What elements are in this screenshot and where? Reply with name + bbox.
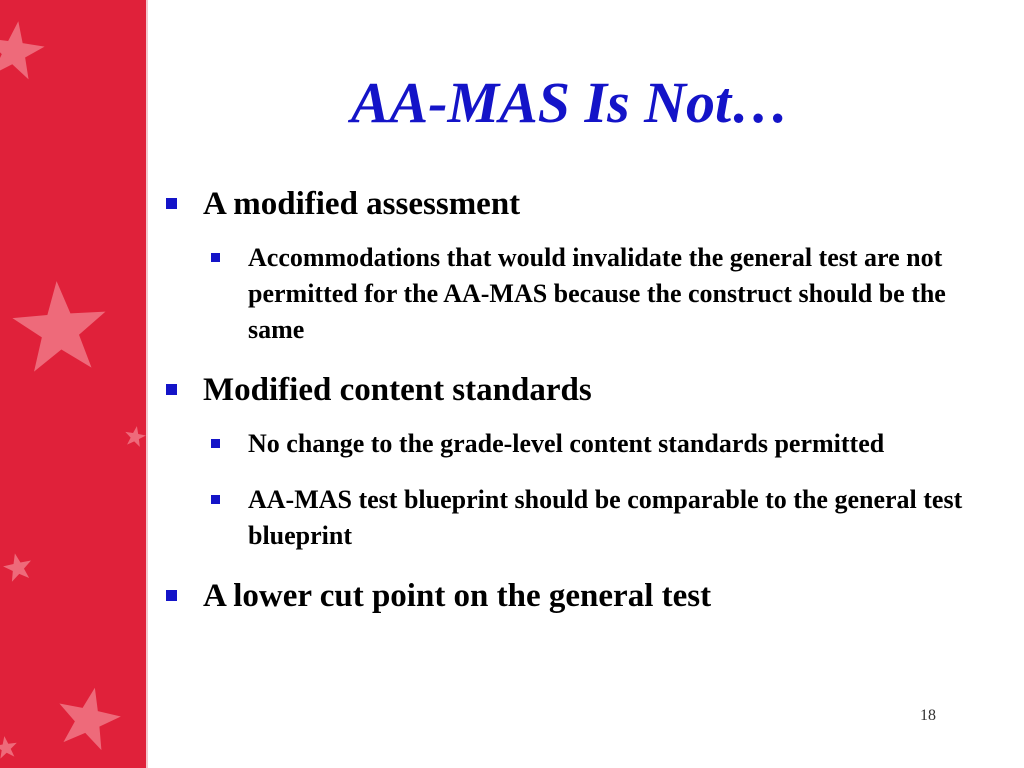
star-icon: [1, 550, 35, 582]
square-bullet-icon: [211, 439, 220, 448]
sub-bullet-text: Accommodations that would invalidate the general test are not permitted for the AA-MAS because the construct should be the same: [248, 243, 946, 344]
star-icon: [0, 735, 19, 760]
star-icon: [0, 17, 48, 81]
star-icon: [10, 278, 109, 373]
stars-decoration: [0, 0, 146, 768]
square-bullet-icon: [211, 495, 220, 504]
sub-bullet-item: [211, 240, 966, 348]
bullet-text: A lower cut point on the general test: [203, 578, 712, 614]
square-bullet-icon: [166, 590, 177, 601]
band-edge: [146, 0, 148, 768]
star-icon: [123, 424, 146, 447]
decorative-star-band: [0, 0, 146, 768]
slide-title: AA-MAS Is Not…: [350, 70, 790, 135]
square-bullet-icon: [166, 384, 177, 395]
sub-bullet-text: AA-MAS test blueprint should be comparable to the general test blueprint: [248, 485, 963, 550]
sub-bullet-item: [211, 426, 966, 462]
star-icon: [52, 681, 126, 752]
page-number: 18: [920, 707, 936, 724]
bullet-item: [166, 576, 966, 616]
sub-bullet-text: No change to the grade-level content standards permitted: [248, 429, 885, 458]
sub-bullet-item: [211, 482, 966, 554]
bullet-text: A modified assessment: [203, 186, 521, 222]
bullet-list: [166, 184, 966, 616]
square-bullet-icon: [166, 198, 177, 209]
bullet-item: [166, 184, 966, 224]
bullet-item: [166, 370, 966, 410]
bullet-text: Modified content standards: [203, 372, 592, 408]
square-bullet-icon: [211, 253, 220, 262]
